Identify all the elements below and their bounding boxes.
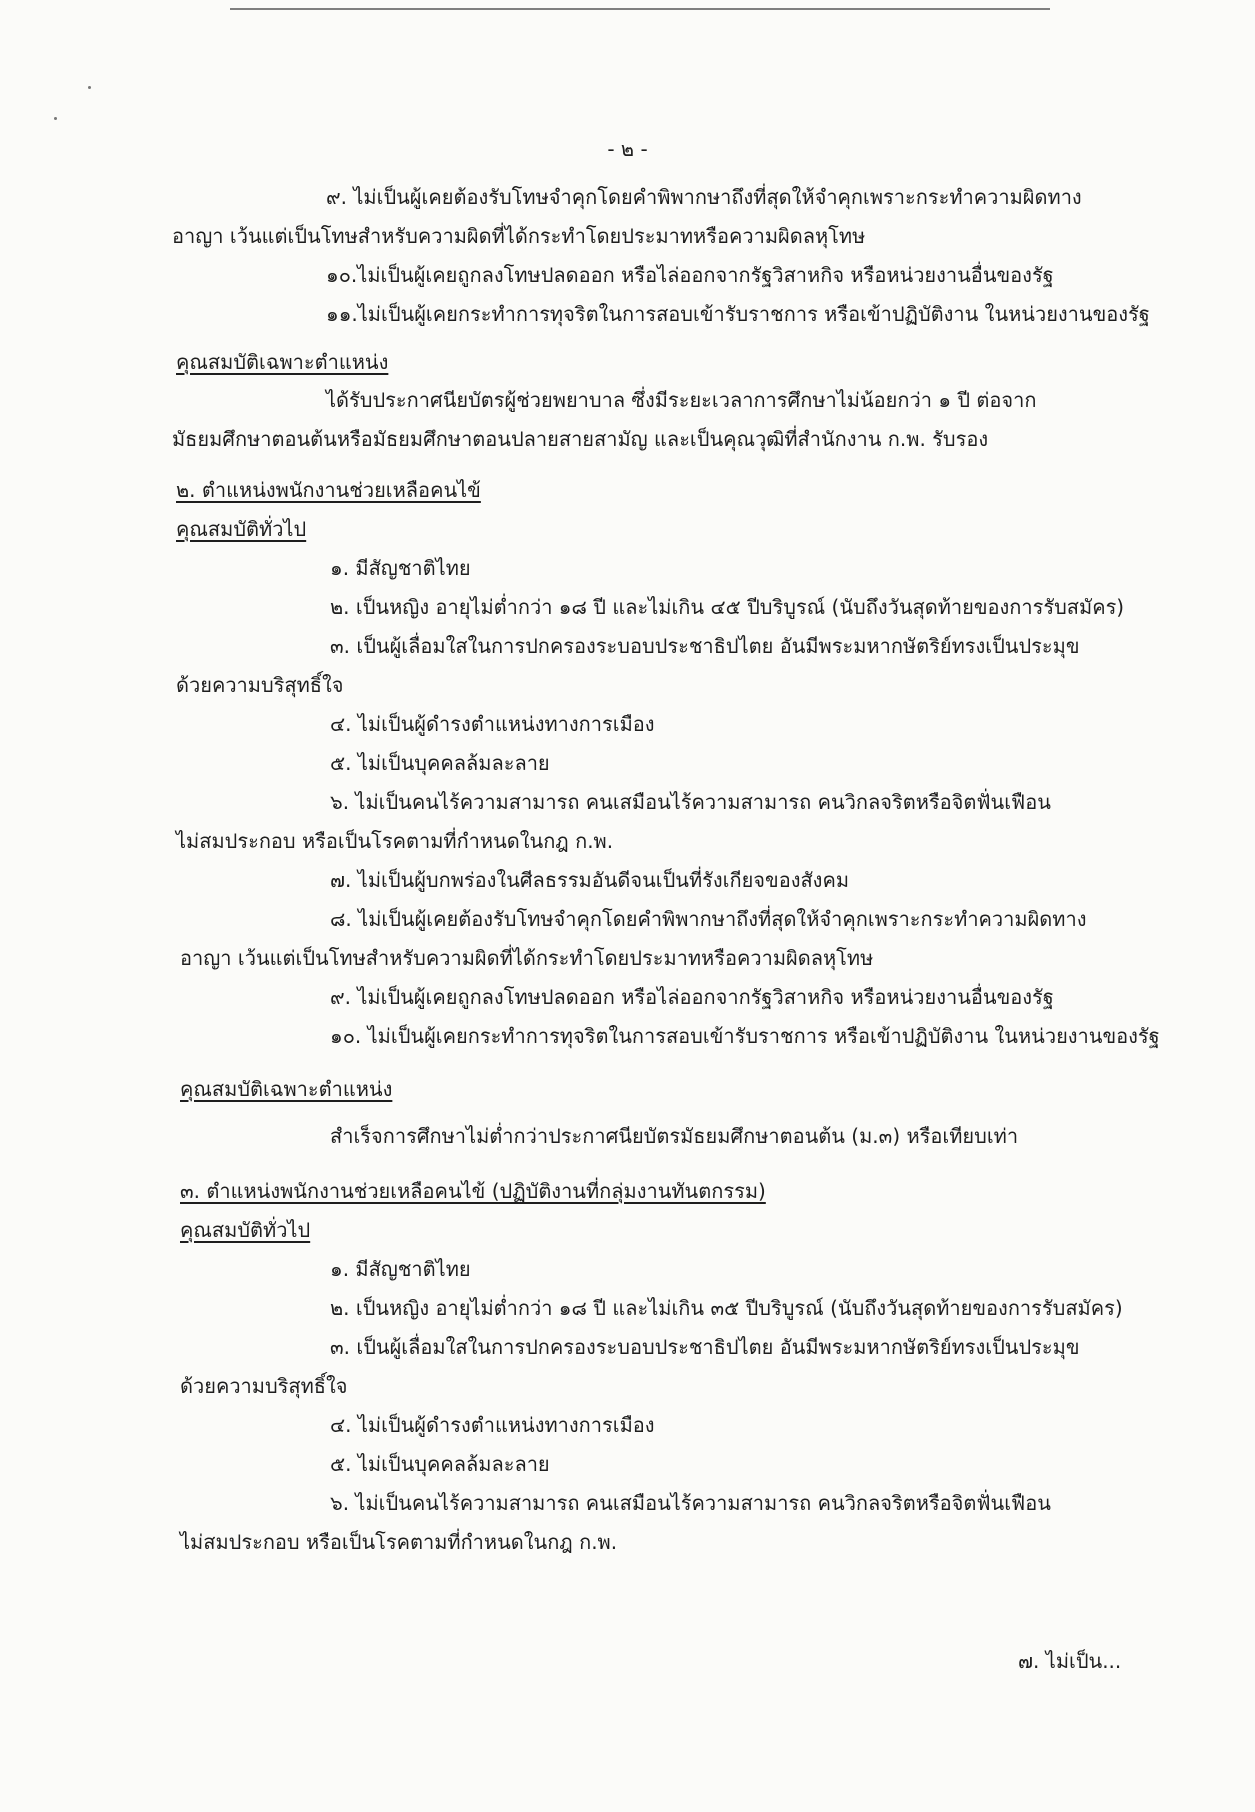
section-2-specific-heading: คุณสมบัติเฉพาะตำแหน่ง xyxy=(180,1077,393,1101)
s2-item-5: ๕. ไม่เป็นบุคคลล้มละลาย xyxy=(330,751,550,775)
page-number: - ๒ - xyxy=(607,137,648,161)
scan-speck xyxy=(54,117,57,120)
s3-item-5: ๕. ไม่เป็นบุคคลล้มละลาย xyxy=(330,1452,550,1476)
s3-item-1: ๑. มีสัญชาติไทย xyxy=(330,1257,471,1281)
section-3-title: ๓. ตำแหน่งพนักงานช่วยเหลือคนไข้ (ปฏิบัติงานที่กลุ่มงานทันตกรรม) xyxy=(180,1179,766,1203)
s2-item-10: ๑๐. ไม่เป็นผู้เคยกระทำการทุจริตในการสอบเข้ารับราชการ หรือเข้าปฏิบัติงาน ในหน่วยงานของรัฐ xyxy=(330,1024,1160,1048)
item-10: ๑๐.ไม่เป็นผู้เคยถูกลงโทษปลดออก หรือไล่ออกจากรัฐวิสาหกิจ หรือหน่วยงานอื่นของรัฐ xyxy=(326,263,1054,287)
s2-item-8-line2: อาญา เว้นแต่เป็นโทษสำหรับความผิดที่ได้กระทำโดยประมาทหรือความผิดลหุโทษ xyxy=(180,946,874,970)
s2-item-3-line1: ๓. เป็นผู้เลื่อมใสในการปกครองระบอบประชาธิปไตย อันมีพระมหากษัตริย์ทรงเป็นประมุข xyxy=(330,634,1080,658)
s3-item-3-line2: ด้วยความบริสุทธิ์ใจ xyxy=(180,1374,348,1398)
section-2-title: ๒. ตำแหน่งพนักงานช่วยเหลือคนไข้ xyxy=(176,478,481,502)
s2-item-2: ๒. เป็นหญิง อายุไม่ต่ำกว่า ๑๘ ปี และไม่เกิน ๔๕ ปีบริบูรณ์ (นับถึงวันสุดท้ายของการรับสมัคร) xyxy=(330,595,1125,619)
s2-item-6-line1: ๖. ไม่เป็นคนไร้ความสามารถ คนเสมือนไร้ความสามารถ คนวิกลจริตหรือจิตฟั่นเฟือน xyxy=(330,790,1051,814)
s2-item-7: ๗. ไม่เป็นผู้บกพร่องในศีลธรรมอันดีจนเป็นที่รังเกียจของสังคม xyxy=(330,868,850,892)
specific-qualifications-heading: คุณสมบัติเฉพาะตำแหน่ง xyxy=(176,350,389,374)
s3-item-4: ๔. ไม่เป็นผู้ดำรงตำแหน่งทางการเมือง xyxy=(330,1413,655,1437)
s2-item-1: ๑. มีสัญชาติไทย xyxy=(330,556,471,580)
section-2-general-heading: คุณสมบัติทั่วไป xyxy=(176,517,307,541)
section-2-specific-text: สำเร็จการศึกษาไม่ต่ำกว่าประกาศนียบัตรมัธยมศึกษาตอนต้น (ม.๓) หรือเทียบเท่า xyxy=(330,1124,1019,1148)
s2-item-3-line2: ด้วยความบริสุทธิ์ใจ xyxy=(176,673,344,697)
s3-item-3-line1: ๓. เป็นผู้เลื่อมใสในการปกครองระบอบประชาธิปไตย อันมีพระมหากษัตริย์ทรงเป็นประมุข xyxy=(330,1335,1080,1359)
s3-item-6-line2: ไม่สมประกอบ หรือเป็นโรคตามที่กำหนดในกฎ ก.พ. xyxy=(180,1530,618,1554)
s2-item-6-line2: ไม่สมประกอบ หรือเป็นโรคตามที่กำหนดในกฎ ก.พ. xyxy=(176,829,614,853)
section-3-general-heading: คุณสมบัติทั่วไป xyxy=(180,1218,311,1242)
s2-item-8-line1: ๘. ไม่เป็นผู้เคยต้องรับโทษจำคุกโดยคำพิพากษาถึงที่สุดให้จำคุกเพราะกระทำความผิดทาง xyxy=(330,907,1087,931)
item-11: ๑๑.ไม่เป็นผู้เคยกระทำการทุจริตในการสอบเข้ารับราชการ หรือเข้าปฏิบัติงาน ในหน่วยงานของรัฐ xyxy=(326,302,1150,326)
specific-qualifications-line1: ได้รับประกาศนียบัตรผู้ช่วยพยาบาล ซึ่งมีระยะเวลาการศึกษาไม่น้อยกว่า ๑ ปี ต่อจาก xyxy=(326,388,1037,412)
scan-edge-line xyxy=(230,8,1050,10)
s2-item-9: ๙. ไม่เป็นผู้เคยถูกลงโทษปลดออก หรือไล่ออกจากรัฐวิสาหกิจ หรือหน่วยงานอื่นของรัฐ xyxy=(330,985,1054,1009)
s3-item-2: ๒. เป็นหญิง อายุไม่ต่ำกว่า ๑๘ ปี และไม่เกิน ๓๕ ปีบริบูรณ์ (นับถึงวันสุดท้ายของการรับสมัคร) xyxy=(330,1296,1123,1320)
continuation-note: ๗. ไม่เป็น... xyxy=(1018,1649,1122,1673)
scan-speck xyxy=(88,86,91,89)
s3-item-6-line1: ๖. ไม่เป็นคนไร้ความสามารถ คนเสมือนไร้ความสามารถ คนวิกลจริตหรือจิตฟั่นเฟือน xyxy=(330,1491,1051,1515)
item-9-line2: อาญา เว้นแต่เป็นโทษสำหรับความผิดที่ได้กระทำโดยประมาทหรือความผิดลหุโทษ xyxy=(172,224,866,248)
specific-qualifications-line2: มัธยมศึกษาตอนต้นหรือมัธยมศึกษาตอนปลายสายสามัญ และเป็นคุณวุฒิที่สำนักงาน ก.พ. รับรอง xyxy=(172,427,989,451)
item-9-line1: ๙. ไม่เป็นผู้เคยต้องรับโทษจำคุกโดยคำพิพากษาถึงที่สุดให้จำคุกเพราะกระทำความผิดทาง xyxy=(326,185,1082,209)
s2-item-4: ๔. ไม่เป็นผู้ดำรงตำแหน่งทางการเมือง xyxy=(330,712,655,736)
